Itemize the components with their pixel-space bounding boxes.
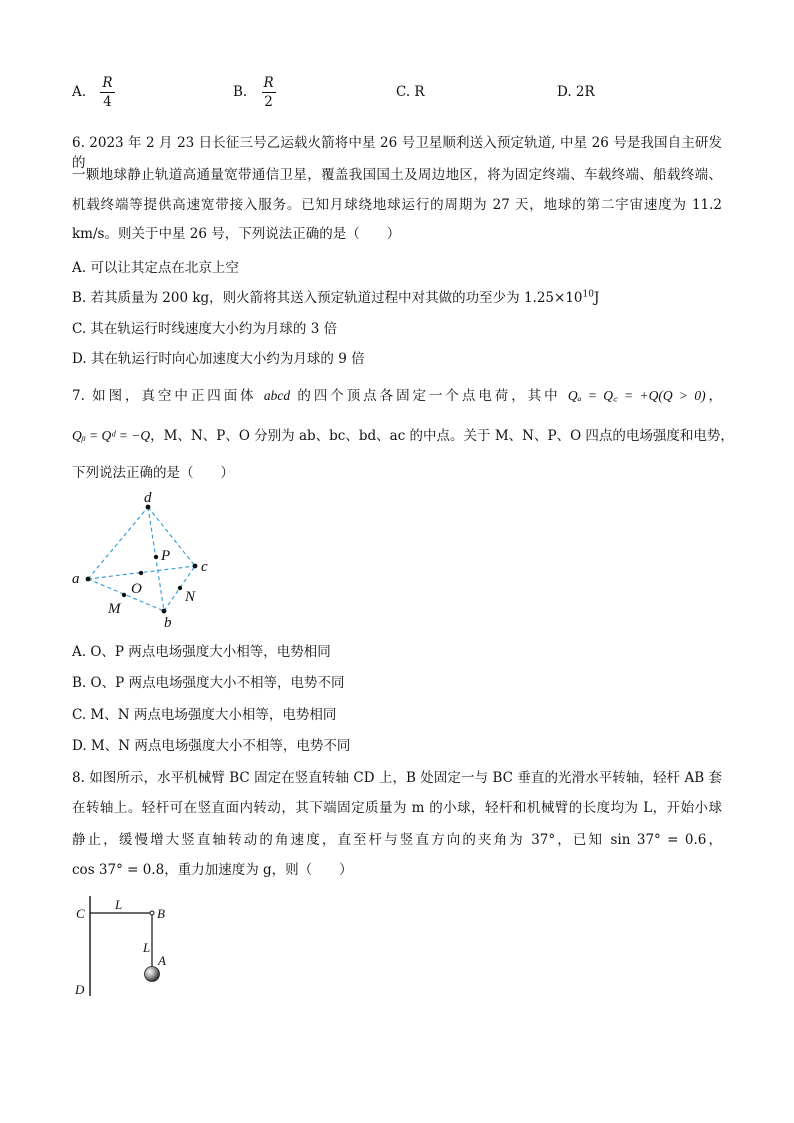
q8-stem-line2: 在转轴上。轻杆可在竖直面内转动，其下端固定质量为 m 的小球，轻杆和机械臂的长度均为 L，开始小球 [72, 800, 722, 816]
q7-text: 7. 如图，真空中正四面体 [72, 388, 257, 404]
unit: J [593, 290, 600, 306]
fraction-numerator: R [102, 75, 113, 91]
fraction-denominator: 4 [103, 94, 112, 110]
label-b: B [157, 906, 165, 921]
label-a: a [72, 571, 80, 587]
q5-option-a [72, 74, 115, 111]
tetrahedron-points [86, 505, 198, 614]
q6-option-c: C. 其在轨运行时线速度大小约为月球的 3 倍 [72, 321, 338, 337]
q6-option-d: D. 其在轨运行时向心加速度大小约为月球的 9 倍 [72, 351, 365, 367]
pivot-b [150, 911, 154, 915]
charge-formula: Qᵦ = Qᵈ = −Q [72, 428, 151, 443]
point-n [178, 586, 182, 590]
point-p [154, 555, 158, 559]
label-d: D [75, 982, 85, 997]
point-a [86, 577, 91, 582]
label-n: N [185, 589, 196, 605]
q5-option-c: C. R [396, 84, 425, 100]
option-b-label: B. [233, 84, 248, 100]
q6-option-b [72, 286, 599, 306]
q7-stem-line1 [72, 384, 722, 404]
exponent: 10 [582, 289, 594, 300]
q7-option-d: D. M、N 两点电场强度大小不相等，电势不同 [72, 738, 351, 754]
q8-stem-line3: 静止，缓慢增大竖直轴转动的角速度，直至杆与竖直方向的夹角为 37°，已知 sin 37° = 0.6， [72, 832, 722, 848]
label-l-arm: L [115, 897, 123, 912]
q6-stem-line1: 6. 2023 年 2 月 23 日长征三号乙运载火箭将中星 26 号卫星顺利送入预定轨道, 中星 26 号是我国自主研发的 [72, 135, 722, 171]
fraction-r-over-4 [100, 74, 114, 111]
edge-ad [88, 507, 148, 579]
q7-stem-line3: 下列说法正确的是（ ） [72, 465, 234, 481]
point-m [122, 593, 126, 597]
point-o [139, 571, 143, 575]
option-a-label: A. [72, 84, 87, 100]
label-d: d [144, 490, 152, 506]
point-c [193, 564, 198, 569]
rotating-arm-figure [66, 890, 186, 1002]
fraction-r-over-2 [262, 74, 276, 111]
q7-option-a: A. O、P 两点电场强度大小相等，电势相同 [72, 644, 331, 660]
label-p: P [161, 548, 171, 564]
label-b: b [164, 615, 172, 631]
charge-formula: Qₐ = Q꜀ = +Q(Q > 0) [567, 388, 706, 403]
ball-a [145, 967, 160, 982]
q6-stem-line2: 一颗地球静止轨道高通量宽带通信卫星，覆盖我国国土及周边地区，将为固定终端、车载终端、船载终端、 [72, 167, 722, 183]
q6-option-b-text: B. 若其质量为 200 kg，则火箭将其送入预定轨道过程中对其做的功至少为 1.25×10 [72, 290, 583, 306]
label-c: C [76, 906, 85, 921]
q7-option-c: C. M、N 两点电场强度大小相等，电势相同 [72, 707, 337, 723]
fraction-numerator: R [263, 75, 274, 91]
tetrahedron-name: abcd [263, 388, 291, 403]
q6-stem-line3: 机载终端等提供高速宽带接入服务。已知月球绕地球运行的周期为 27 天，地球的第二宇宙速度为 11.2 [72, 197, 722, 213]
fraction-denominator: 2 [264, 94, 273, 110]
q5-option-d: D. 2R [557, 84, 595, 100]
label-l-rod: L [143, 940, 151, 955]
q7-text: 的四个顶点各固定一个点电荷，其中 [297, 388, 561, 404]
q6-option-a: A. 可以让其定点在北京上空 [72, 260, 239, 276]
tetrahedron-figure [60, 484, 240, 632]
label-c: c [201, 559, 208, 575]
label-o: O [131, 581, 142, 597]
label-a: A [158, 953, 166, 968]
label-m: M [108, 601, 121, 617]
q8-stem-line4: cos 37° = 0.8，重力加速度为 g，则（ ） [72, 862, 353, 878]
q7-stem-line2 [72, 424, 734, 444]
q7-text: ， [705, 388, 723, 404]
q5-option-b [233, 74, 276, 111]
q7-option-b: B. O、P 两点电场强度大小不相等，电势不同 [72, 675, 345, 691]
q8-stem-line1: 8. 如图所示，水平机械臂 BC 固定在竖直转轴 CD 上，B 处固定一与 BC 垂直的光滑水平转轴，轻杆 AB 套 [72, 770, 722, 786]
q6-stem-line4: km/s。则关于中星 26 号，下列说法正确的是（ ） [72, 226, 401, 242]
q7-text: ，M、N、P、O 分别为 ab、bc、bd、ac 的中点。关于 M、N、P、O 四点的电场强度和电势， [150, 428, 734, 444]
point-b [162, 609, 167, 614]
